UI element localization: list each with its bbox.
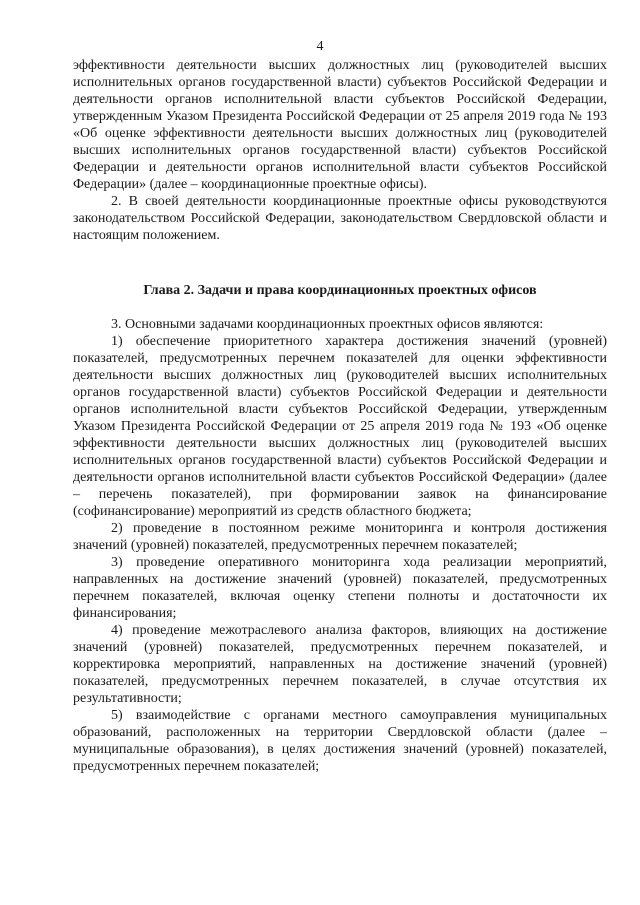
paragraph-continuation: эффективности деятельности высших должностных лиц (руководителей высших исполнительных органов государственной власти) субъектов Российской Федерации и деятельности органов исполнительной власти субъектов Российской Федерации, утвержденным Указом Президента Российской Федерации от 25 апреля 2019 года № 193 «Об оценке эффективности деятельности высших должностных лиц (руководителей высших исполнительных органов государственной власти) субъектов Российской Федерации и деятельности органов исполнительной власти субъектов Российской Федерации» (далее – координационные проектные офисы).: [73, 58, 607, 192]
chapter-title: Глава 2. Задачи и права координационных проектных офисов: [143, 283, 537, 298]
task-item-1: 1) обеспечение приоритетного характера достижения значений (уровней) показателей, предусмотренных перечнем показателей для оценки эффективности деятельности высших должностных лиц (руководителей высших исполнительных органов государственной власти) субъектов Российской Федерации и деятельности органов исполнительной власти субъектов Российской Федерации, утвержденным Указом Президента Российской Федерации от 25 апреля 2019 года № 193 «Об оценке эффективности деятельности высших должностных лиц (руководителей высших исполнительных органов государственной власти) субъектов Российской Федерации и деятельности органов исполнительной власти субъектов Российской Федерации» (далее – перечень показателей), при формировании заявок на финансирование (софинансирование) мероприятий из средств областного бюджета;: [73, 334, 607, 519]
task-item-2: 2) проведение в постоянном режиме мониторинга и контроля достижения значений (уровней) показателей, предусмотренных перечнем показателей;: [73, 521, 607, 553]
section-chapter-1-end: [73, 57, 607, 244]
paragraph-item-2: 2. В своей деятельности координационные проектные офисы руководствуются законодательством Российской Федерации, законодательством Свердловской области и настоящим положением.: [73, 194, 607, 243]
paragraph-item-3: 3. Основными задачами координационных проектных офисов являются:: [111, 317, 544, 332]
task-item-5: 5) взаимодействие с органами местного самоуправления муниципальных образований, расположенных на территории Свердловской области (далее – муниципальные образования), в целях достижения значений (уровней) показателей, предусмотренных перечнем показателей;: [73, 708, 607, 774]
task-item-4: 4) проведение межотраслевого анализа факторов, влияющих на достижение значений (уровней) показателей, предусмотренных перечнем показателей, и корректировка мероприятий, направленных на достижение значений (уровней) показателей, предусмотренных перечнем показателей, в случае отсутствия их результативности;: [73, 623, 607, 706]
page-number: 4: [316, 39, 324, 54]
task-item-3: 3) проведение оперативного мониторинга хода реализации мероприятий, направленных на достижение значений (уровней) показателей, предусмотренных перечнем показателей, включая оценку степени полноты и достаточности их финансирования;: [73, 555, 607, 621]
section-chapter-2: [73, 316, 607, 775]
